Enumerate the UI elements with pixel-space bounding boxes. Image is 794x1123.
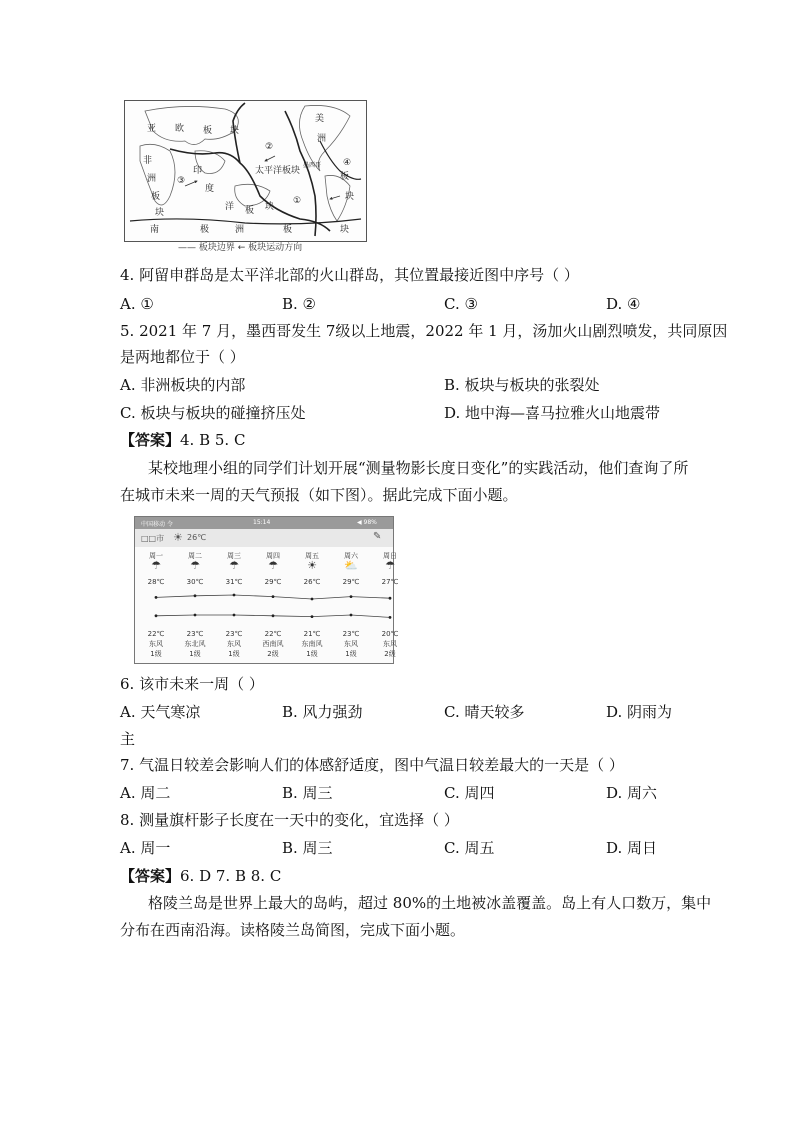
map-marker: ② — [265, 142, 274, 152]
high-temp-label: 28℃ — [147, 578, 165, 586]
q5-option-d: D. 地中海—喜马拉雅火山地震带 — [444, 404, 661, 422]
map-label: 板 — [245, 206, 255, 216]
plate-map-figure — [124, 100, 367, 242]
answer-text: 4. B 5. C — [180, 431, 246, 449]
city-name: □□市 — [141, 534, 165, 543]
intro-3-line1: 格陵兰岛是世界上最大的岛屿，超过 80%的土地被冰盖覆盖。岛上有人口数万，集中 — [148, 894, 712, 912]
map-label: 洲 — [317, 134, 327, 144]
wind-level: 1级 — [228, 650, 240, 658]
high-temp-point — [350, 595, 353, 598]
q6-option-d: D. 阴雨为 — [606, 703, 673, 721]
status-bar — [135, 517, 393, 529]
low-temp-point — [350, 614, 353, 617]
map-label: 欧 — [175, 124, 185, 134]
low-temp-label: 23℃ — [186, 630, 204, 638]
question-8-stem: 8. 测量旗杆影子长度在一天中的变化，宜选择（ ） — [120, 811, 459, 829]
temperature-curves — [135, 587, 393, 627]
intro-2-line2: 在城市未来一周的天气预报（如下图）。据此完成下面小题。 — [120, 486, 518, 504]
day-label: 周一 — [149, 552, 163, 560]
day-label: 周日 — [383, 552, 397, 560]
high-temp-point — [311, 598, 314, 601]
map-label: 块 — [340, 225, 350, 235]
weather-icon: ☂ — [229, 559, 239, 572]
wind-direction: 东风 — [344, 640, 358, 648]
status-battery: ◀ 98% — [357, 519, 377, 526]
low-temp-point — [194, 614, 197, 617]
wind-level: 1级 — [189, 650, 201, 658]
edit-icon: ✎ — [373, 531, 382, 542]
map-marker: ④ — [343, 158, 352, 168]
low-temp-label: 23℃ — [342, 630, 360, 638]
weather-header — [135, 529, 393, 547]
status-time: 15:14 — [253, 519, 271, 526]
q7-option-c: C. 周四 — [444, 784, 495, 802]
q5-option-c: C. 板块与板块的碰撞挤压处 — [120, 404, 306, 422]
q6-option-c: C. 晴天较多 — [444, 703, 525, 721]
map-label: 板 — [151, 192, 161, 202]
map-legend: —— 板块边界 ← 板块运动方向 — [178, 243, 303, 253]
q5-option-b: B. 板块与板块的张裂处 — [444, 376, 600, 394]
low-temp-point — [233, 614, 236, 617]
low-temp-point — [272, 614, 275, 617]
map-label: 度 — [205, 184, 215, 194]
high-temp-label: 27℃ — [381, 578, 399, 586]
wind-level: 1级 — [345, 650, 357, 658]
map-label: 南 — [150, 225, 160, 235]
high-temp-point — [389, 597, 392, 600]
map-label: 板 — [283, 225, 293, 235]
intro-2-line1: 某校地理小组的同学们计划开展“测量物影长度日变化”的实践活动，他们查询了所 — [148, 459, 689, 477]
weather-icon: ☂ — [151, 559, 161, 572]
q8-option-c: C. 周五 — [444, 839, 495, 857]
day-label: 周三 — [227, 552, 241, 560]
q8-option-b: B. 周三 — [282, 839, 333, 857]
weather-icon: ☀ — [307, 559, 317, 572]
plate-map-svg — [125, 101, 366, 241]
map-label: 非 — [143, 156, 153, 166]
wind-direction: 东风 — [383, 640, 397, 648]
day-label: 周六 — [344, 552, 358, 560]
weather-forecast-figure — [134, 516, 399, 664]
answer-text: 6. D 7. B 8. C — [180, 867, 282, 885]
question-5-stem-line1: 5. 2021 年 7 月，墨西哥发生 7级以上地震，2022 年 1 月，汤加火山剧烈喷发，共同原因 — [120, 322, 728, 340]
high-temp-label: 29℃ — [342, 578, 360, 586]
map-label: 块 — [345, 192, 355, 202]
sun-icon: ☀ — [173, 531, 183, 544]
q6-option-b: B. 风力强劲 — [282, 703, 363, 721]
wind-direction: 东北风 — [184, 640, 206, 648]
day-label: 周五 — [305, 552, 319, 560]
wind-direction: 东风 — [227, 640, 241, 648]
low-temp-label: 23℃ — [225, 630, 243, 638]
high-temp-point — [194, 594, 197, 597]
question-7-stem: 7. 气温日较差会影响人们的体感舒适度，图中气温日较差最大的一天是（ ） — [120, 756, 624, 774]
weather-icon: ☂ — [385, 559, 395, 572]
q8-option-a: A. 周一 — [120, 839, 171, 857]
low-temp-point — [311, 615, 314, 618]
high-temp-point — [155, 596, 158, 599]
map-label: 太平洋板块 — [255, 166, 301, 176]
map-marker: ③ — [177, 176, 186, 186]
low-temp-label: 20℃ — [381, 630, 399, 638]
q5-option-a: A. 非洲板块的内部 — [120, 376, 246, 394]
map-label: 洲 — [235, 225, 245, 235]
question-6-stem: 6. 该市未来一周（ ） — [120, 675, 264, 693]
day-label: 周四 — [266, 552, 280, 560]
q7-option-a: A. 周二 — [120, 784, 171, 802]
map-label: 板 — [340, 172, 350, 182]
wind-direction: 西南风 — [262, 640, 284, 648]
map-marker: ① — [293, 196, 302, 206]
map-label: 块 — [155, 208, 165, 218]
map-label: 美 — [315, 114, 325, 124]
weather-icon: ☂ — [190, 559, 200, 572]
map-label: 板 — [203, 126, 213, 136]
map-label: 墨西哥 — [303, 162, 322, 169]
answer-label: 【答案】 — [120, 867, 181, 885]
weather-icon: ⛅ — [344, 559, 358, 572]
low-temp-point — [155, 614, 158, 617]
high-temp-point — [272, 595, 275, 598]
wind-level: 1级 — [306, 650, 318, 658]
high-temp-label: 29℃ — [264, 578, 282, 586]
q7-option-b: B. 周三 — [282, 784, 333, 802]
q6-option-a: A. 天气寒凉 — [120, 703, 201, 721]
question-5-stem-line2: 是两地都位于（ ） — [120, 348, 245, 366]
map-label: 块 — [230, 126, 240, 136]
map-label: 亚 — [147, 124, 157, 134]
q8-option-d: D. 周日 — [606, 839, 658, 857]
answer-block-2 — [120, 866, 281, 886]
answer-label: 【答案】 — [120, 431, 181, 449]
answer-block-1 — [120, 430, 245, 450]
map-label: 极 — [200, 225, 210, 235]
map-label: 块 — [265, 202, 275, 212]
low-temp-label: 22℃ — [147, 630, 165, 638]
wind-direction: 东南风 — [301, 640, 323, 648]
low-temp-label: 21℃ — [303, 630, 321, 638]
current-temp: 26℃ — [187, 533, 207, 542]
high-temp-label: 26℃ — [303, 578, 321, 586]
wind-level: 2级 — [267, 650, 279, 658]
wind-level: 2级 — [384, 650, 396, 658]
map-label: 印 — [193, 166, 203, 176]
status-carrier: 中国移动 令 — [141, 521, 173, 528]
high-temp-label: 31℃ — [225, 578, 243, 586]
map-label: 洋 — [225, 202, 235, 212]
q4-option-d: D. ④ — [606, 295, 641, 313]
low-temp-label: 22℃ — [264, 630, 282, 638]
intro-3-line2: 分布在西南沿海。读格陵兰岛简图，完成下面小题。 — [120, 921, 466, 939]
high-temp-point — [233, 594, 236, 597]
low-temp-point — [389, 616, 392, 619]
wind-level: 1级 — [150, 650, 162, 658]
weather-icon: ☂ — [268, 559, 278, 572]
wind-direction: 东风 — [149, 640, 163, 648]
high-temp-label: 30℃ — [186, 578, 204, 586]
q6-option-d-wrap: 主 — [120, 730, 136, 748]
q7-option-d: D. 周六 — [606, 784, 658, 802]
q4-option-c: C. ③ — [444, 295, 478, 313]
day-label: 周二 — [188, 552, 202, 560]
question-4-stem: 4. 阿留申群岛是太平洋北部的火山群岛，其位置最接近图中序号（ ） — [120, 266, 579, 284]
q4-option-b: B. ② — [282, 295, 317, 313]
q4-option-a: A. ① — [120, 295, 154, 313]
map-label: 洲 — [147, 174, 157, 184]
